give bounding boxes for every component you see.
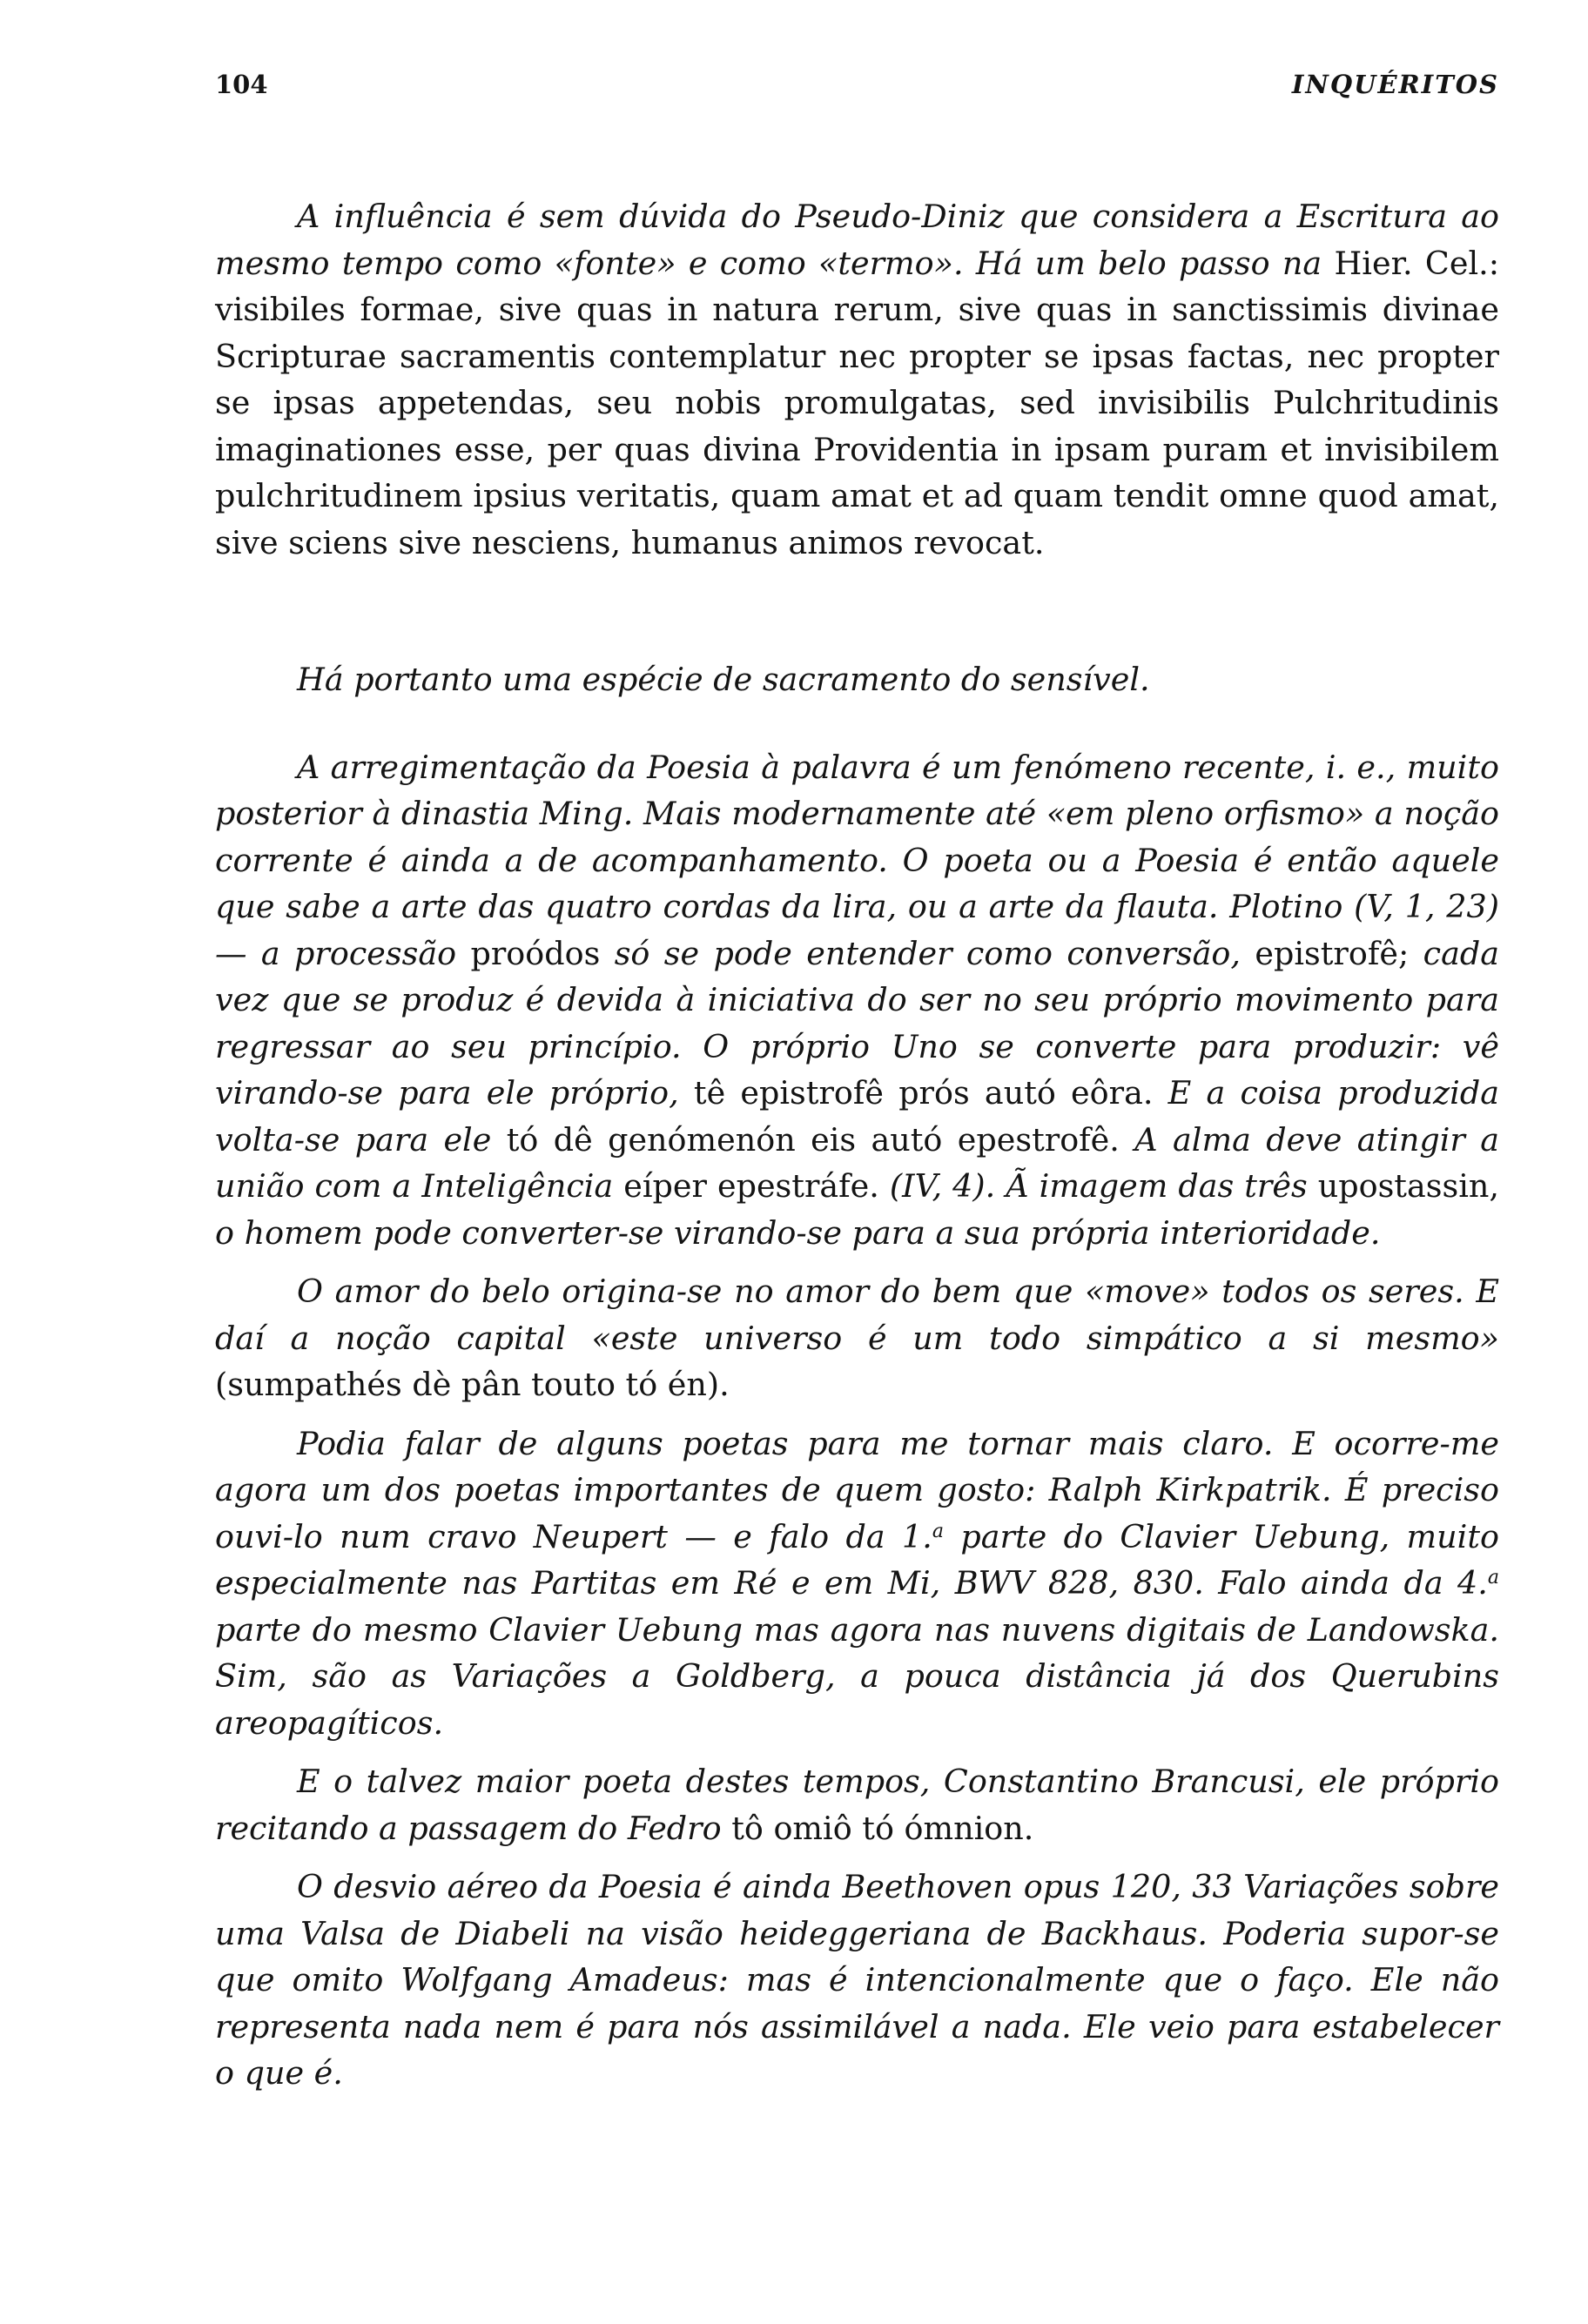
roman-text: Hier. Cel.: visibiles formae, sive quas in natura rerum, sive quas in sanctissimis divinae Scripturae sacramentis contemplatur nec propter se ipsas factas, nec propter se ipsas appetendas, seu nobis promulgatas, sed invisibilis Pulchritudinis imaginationes esse, per quas divina Providentia in ipsam puram et invisibilem pulchritudinem ipsius veritatis, quam amat et ad quam tendit omne quod amat, sive sciens sive nesciens, humanus animos revocat. (215, 244, 1500, 561)
paragraph (215, 1864, 1499, 2097)
italic-text: parte do mesmo Clavier Uebung mas agora nas nuvens digitais de Landowska. Sim, são as Variações a Goldberg, a pouca distância já dos Querubins areopagíticos. (215, 1610, 1499, 1742)
roman-text: epistrofê; (1240, 934, 1423, 972)
paragraph (215, 744, 1499, 1257)
paragraph (215, 193, 1499, 566)
page-number: 104 (215, 70, 268, 99)
page (215, 70, 1499, 2097)
paragraph (215, 1268, 1499, 1408)
italic-text: só se pode entender como conversão, (614, 934, 1241, 972)
paragraph (215, 656, 1499, 703)
running-head (215, 70, 1499, 113)
body-text (215, 193, 1499, 2097)
italic-text: E a coisa produzida volta-se para ele (215, 1074, 1499, 1159)
italic-text: Podia falar de alguns poetas para me tornar mais claro. E ocorre-me agora um dos poetas importantes de quem gosto: Ralph Kirkpatrik. É preciso ouvi-lo num cravo Neupert — e falo da 1. (215, 1424, 1499, 1555)
italic-text: parte do Clavier Uebung, muito especialmente nas Partitas em Ré e em Mi, BWV 828, 830. Falo ainda da 4. (215, 1517, 1499, 1602)
roman-text: tô omiô tó ómnion. (721, 1809, 1034, 1847)
superscript-text: a (1487, 1567, 1499, 1589)
superscript-text: a (932, 1520, 944, 1542)
italic-text: A influência é sem dúvida do Pseudo-Diniz que considera a Escritura ao mesmo tempo como «fonte» e como «termo». Há um belo passo na (215, 198, 1499, 282)
roman-text: upostassin, (1307, 1167, 1499, 1205)
roman-text: tó dê genómenón eis autó epestrofê. (491, 1120, 1135, 1159)
italic-text: A alma deve atingir a união com a Inteligência (215, 1120, 1500, 1205)
roman-text: eíper epestráfe. (613, 1167, 890, 1205)
italic-text: Há portanto uma espécie de sacramento do sensível. (297, 661, 1150, 698)
ordinal-superscript (932, 1521, 944, 1542)
paragraph (215, 1758, 1499, 1851)
roman-text: proódos (456, 934, 615, 972)
running-title: INQUÉRITOS (1291, 70, 1499, 99)
italic-text: E o talvez maior poeta destes tempos, Constantino Brancusi, ele próprio recitando a passagem do Fedro (215, 1763, 1499, 1847)
paragraph (215, 1421, 1499, 1747)
roman-text: (sumpathés dè pân touto tó én). (215, 1366, 730, 1403)
italic-text: O desvio aéreo da Poesia é ainda Beethoven opus 120, 33 Variações sobre uma Valsa de Diabeli na visão heideggeriana de Backhaus. Poderia supor-se que omito Wolfgang Amadeus: mas é intencionalmente que o faço. Ele não representa nada nem é para nós assimilável a nada. Ele veio para estabelecer o que é. (215, 1868, 1499, 2092)
ordinal-superscript (1488, 1567, 1499, 1589)
roman-text: tê epistrofê prós autó eôra. (678, 1074, 1168, 1112)
italic-text: cada vez que se produz é devida à iniciativa do ser no seu próprio movimento para regressar ao seu princípio. O próprio Uno se converte para produzir: vê virando-se para ele próprio, (215, 934, 1499, 1112)
italic-text: O amor do belo origina-se no amor do bem que «move» todos os seres. E daí a noção capital «este universo é um todo simpático a si mesmo» (215, 1273, 1499, 1357)
italic-text: A arregimentação da Poesia à palavra é um fenómeno recente, i. e., muito posterior à dinastia Ming. Mais modernamente até «em pleno orfismo» a noção corrente é ainda a de acompanhamento. O poeta ou a Poesia é então aquele que sabe a arte das quatro cordas da lira, ou a arte da flauta. Plotino (V, 1, 23) — a processão (215, 748, 1499, 972)
italic-text: o homem pode converter-se virando-se para a sua própria interioridade. (215, 1213, 1381, 1252)
italic-text: (IV, 4). Ã imagem das três (889, 1167, 1308, 1205)
